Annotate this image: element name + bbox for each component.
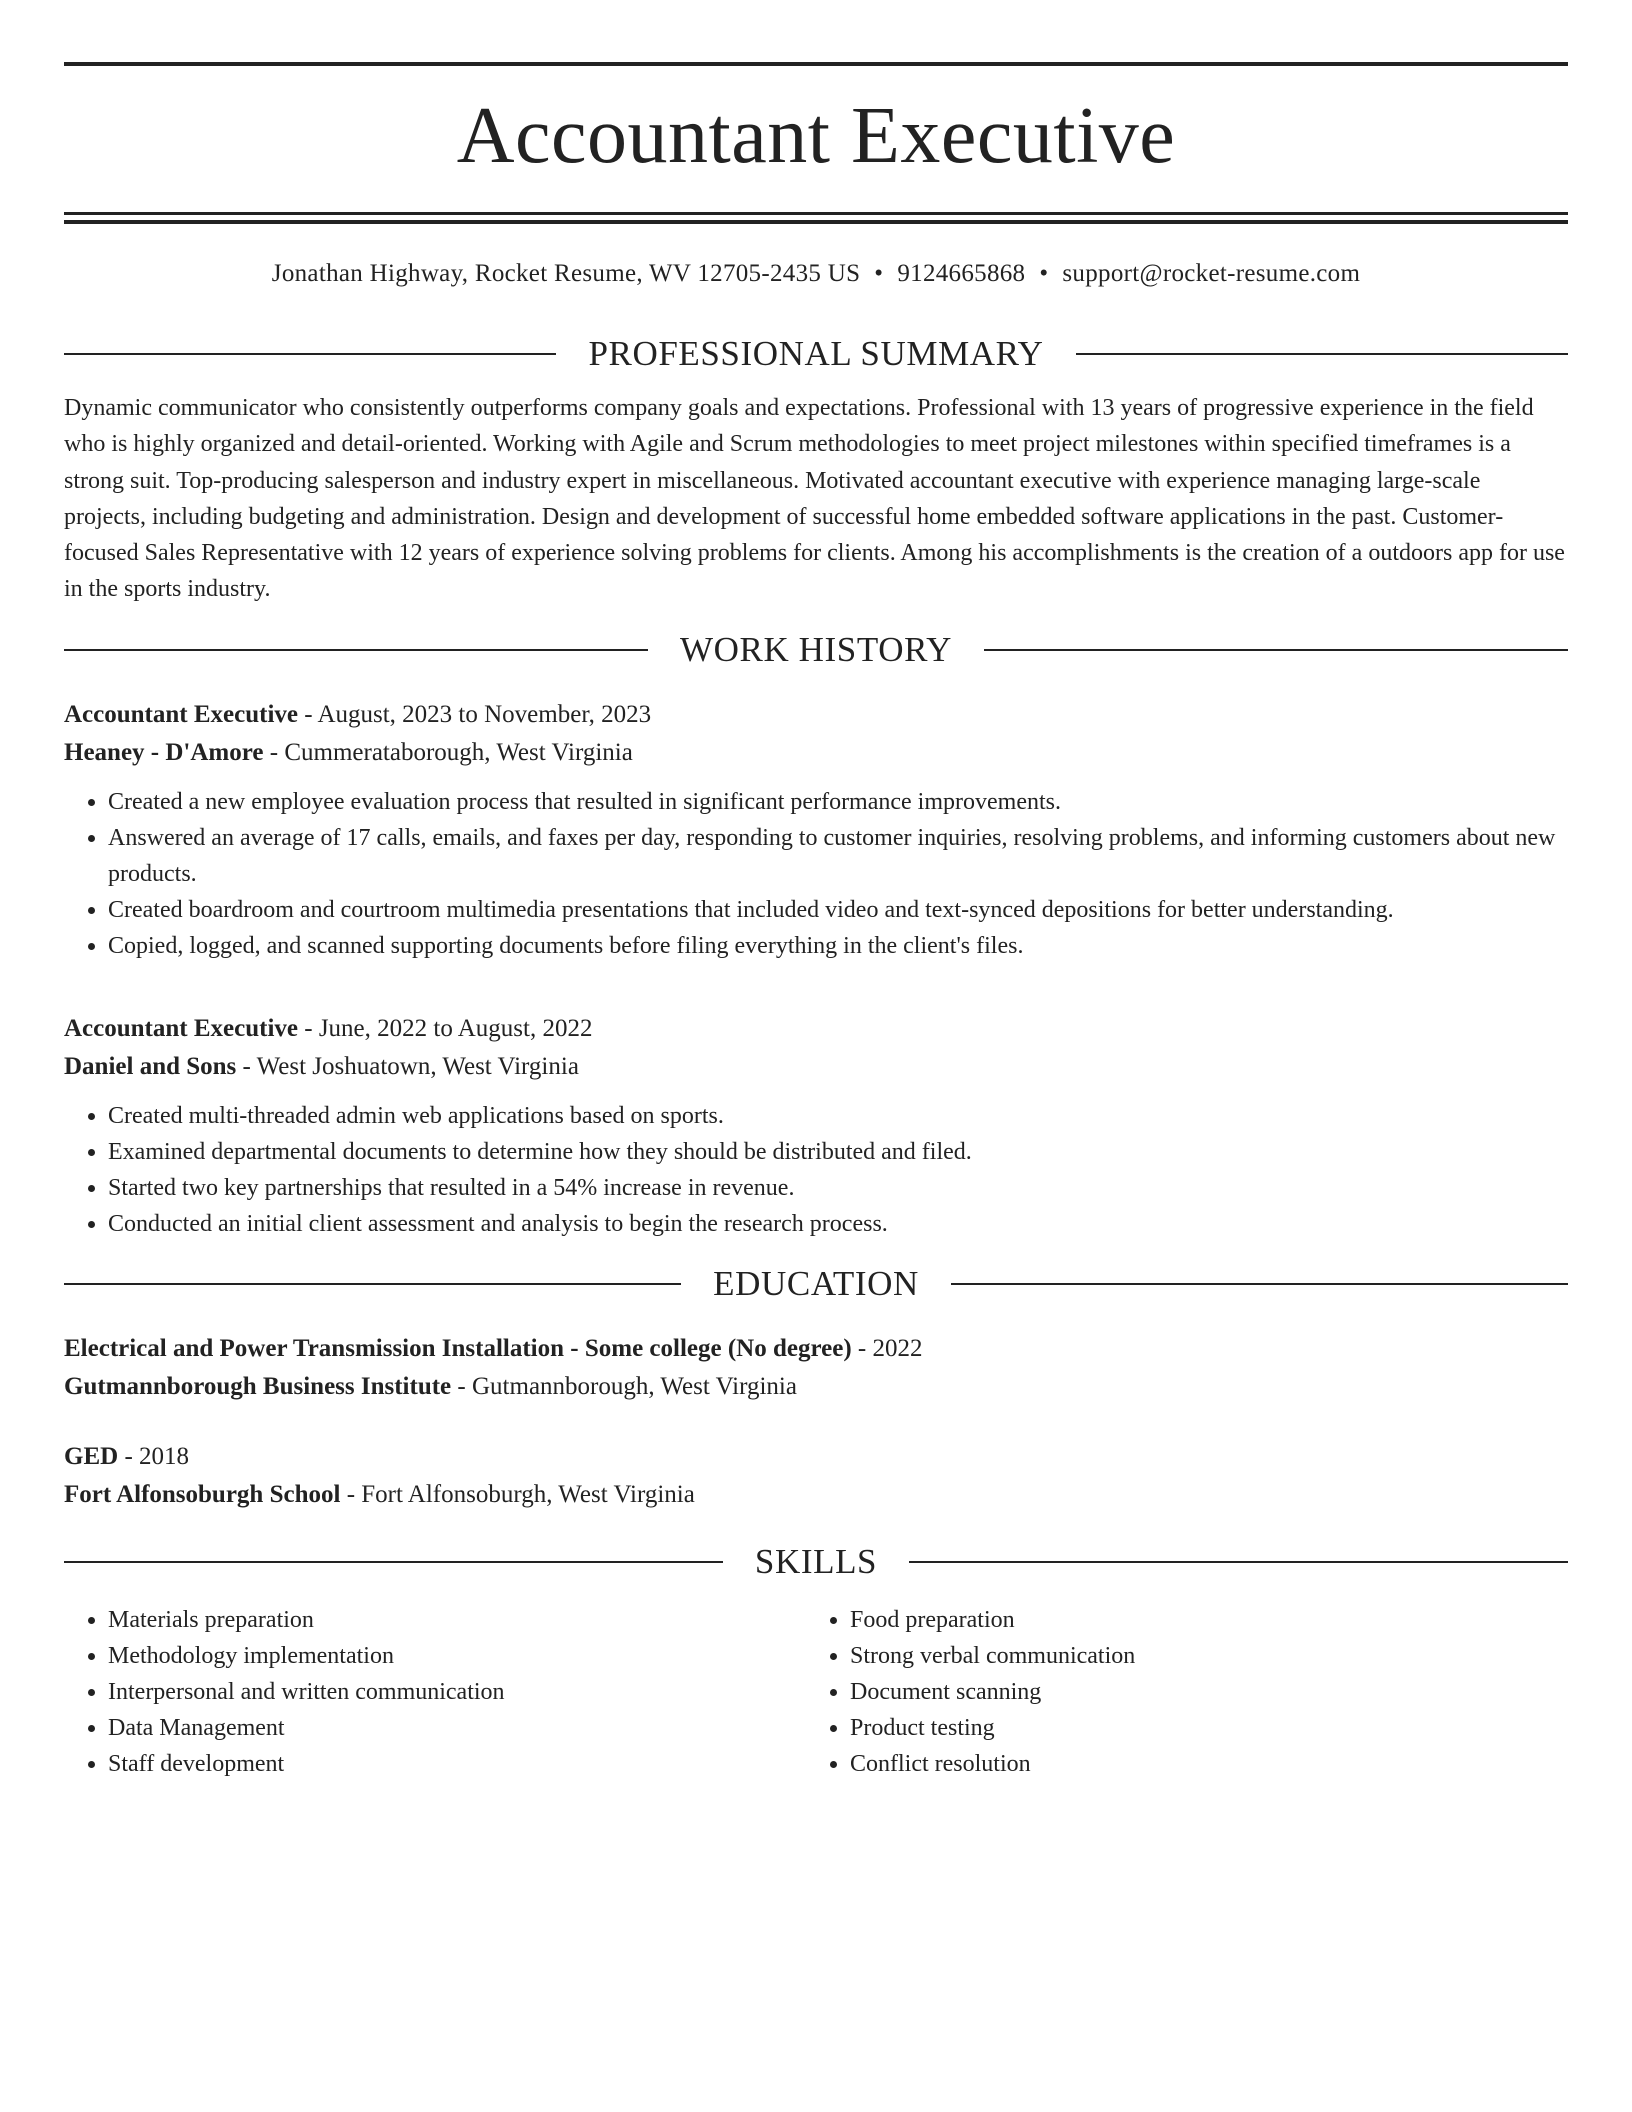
contact-separator: • (1039, 260, 1049, 287)
skill-item: • Conflict resolution (850, 1746, 1568, 1782)
job-bullet: • Conducted an initial client assessment and analysis to begin the research process. (108, 1206, 1568, 1242)
job-company-line (64, 734, 1568, 772)
contact-line (64, 258, 1568, 290)
education-school-line (64, 1476, 1568, 1514)
job-entry (64, 1010, 1568, 1242)
contact-phone: 9124665868 (897, 260, 1026, 287)
job-entry (64, 696, 1568, 964)
work-section-heading (64, 628, 1568, 672)
education-school: Gutmannborough Business Institute (64, 1372, 452, 1400)
skill-item: • Food preparation (850, 1602, 1568, 1638)
education-degree-line (64, 1330, 1568, 1368)
education-school: Fort Alfonsoburgh School (64, 1480, 341, 1508)
education-entry (64, 1438, 1568, 1514)
heading-rule-right (984, 649, 1568, 651)
education-section-heading (64, 1262, 1568, 1306)
work-heading: WORK HISTORY (680, 629, 952, 669)
job-company: Daniel and Sons (64, 1052, 237, 1080)
job-title: Accountant Executive (64, 700, 298, 728)
contact-email: support@rocket-resume.com (1062, 260, 1361, 287)
job-title-line (64, 696, 1568, 734)
skill-item: • Data Management (108, 1710, 806, 1746)
job-bullet: • Created boardroom and courtroom multimedia presentations that included video and text-synced depositions for better understanding. (108, 892, 1568, 928)
education-degree: GED (64, 1442, 119, 1470)
skill-item: • Product testing (850, 1710, 1568, 1746)
skill-item: • Staff development (108, 1746, 806, 1782)
education-entry (64, 1330, 1568, 1406)
education-year: - 2018 (118, 1442, 190, 1470)
skill-item: • Document scanning (850, 1674, 1568, 1710)
job-bullet: • Examined departmental documents to determine how they should be distributed and filed. (108, 1134, 1568, 1170)
skill-item: • Interpersonal and written communication (108, 1674, 806, 1710)
skill-item: • Strong verbal communication (850, 1638, 1568, 1674)
job-dates: - June, 2022 to August, 2022 (298, 1014, 593, 1042)
skills-list-right (806, 1602, 1568, 1782)
education-year: - 2022 (851, 1334, 923, 1362)
education-degree-line (64, 1438, 1568, 1476)
job-bullet-list (64, 784, 1568, 964)
skills-heading: SKILLS (754, 1541, 878, 1581)
heading-rule-left (64, 1561, 723, 1563)
job-company-line (64, 1048, 1568, 1086)
job-bullet: • Copied, logged, and scanned supporting documents before filing everything in the client's files. (108, 928, 1568, 964)
skill-item: • Materials preparation (108, 1602, 806, 1638)
resume-name: Accountant Executive (456, 92, 1176, 180)
heading-rule-left (64, 1283, 681, 1285)
summary-text: Dynamic communicator who consistently outperforms company goals and expectations. Professional with 13 years of progressive experience in the field who is highly organized and detail-oriented. Working with Agile and Scrum methodologies to meet project milestones within specified timeframes is a strong suit. Top-producing salesperson and industry expert in miscellaneous. Motivated accountant executive with experience managing large-scale projects, including budgeting and administration. Design and development of successful home embedded software applications in the past. Customer-focused Sales Representative with 12 years of experience solving problems for clients. Among his accomplishments is the creation of a outdoors app for use in the sports industry. (64, 395, 1565, 603)
job-bullet: • Created a new employee evaluation process that resulted in significant performance improvements. (108, 784, 1568, 820)
job-location: - Cummerataborough, West Virginia (263, 738, 633, 766)
summary-section-heading (64, 332, 1568, 376)
education-heading: EDUCATION (713, 1263, 919, 1303)
job-bullet: • Created multi-threaded admin web applications based on sports. (108, 1098, 1568, 1134)
job-bullet: • Answered an average of 17 calls, emails, and faxes per day, responding to customer inquiries, resolving problems, and informing customers about new products. (108, 820, 1568, 892)
heading-rule-right (951, 1283, 1568, 1285)
skills-columns (64, 1602, 1568, 1782)
top-rule (64, 62, 1568, 66)
job-bullet-list (64, 1098, 1568, 1242)
job-dates: - August, 2023 to November, 2023 (298, 700, 652, 728)
name-double-rule (64, 212, 1568, 224)
job-bullet: • Started two key partnerships that resulted in a 54% increase in revenue. (108, 1170, 1568, 1206)
contact-address: Jonathan Highway, Rocket Resume, WV 12705-2435 US (271, 260, 861, 287)
job-title: Accountant Executive (64, 1014, 298, 1042)
heading-rule-right (1076, 353, 1568, 355)
skills-section-heading (64, 1540, 1568, 1584)
skills-list-left (64, 1602, 806, 1782)
skill-item: • Methodology implementation (108, 1638, 806, 1674)
education-degree: Electrical and Power Transmission Installation - Some college (No degree) (64, 1334, 852, 1362)
job-title-line (64, 1010, 1568, 1048)
contact-separator: • (874, 260, 884, 287)
job-company: Heaney - D'Amore (64, 738, 264, 766)
education-location: - Gutmannborough, West Virginia (451, 1372, 797, 1400)
heading-rule-left (64, 649, 648, 651)
education-school-line (64, 1368, 1568, 1406)
summary-heading: PROFESSIONAL SUMMARY (588, 334, 1044, 373)
heading-rule-right (909, 1561, 1568, 1563)
education-location: - Fort Alfonsoburgh, West Virginia (340, 1480, 695, 1508)
heading-rule-left (64, 353, 556, 355)
job-location: - West Joshuatown, West Virginia (236, 1052, 579, 1080)
